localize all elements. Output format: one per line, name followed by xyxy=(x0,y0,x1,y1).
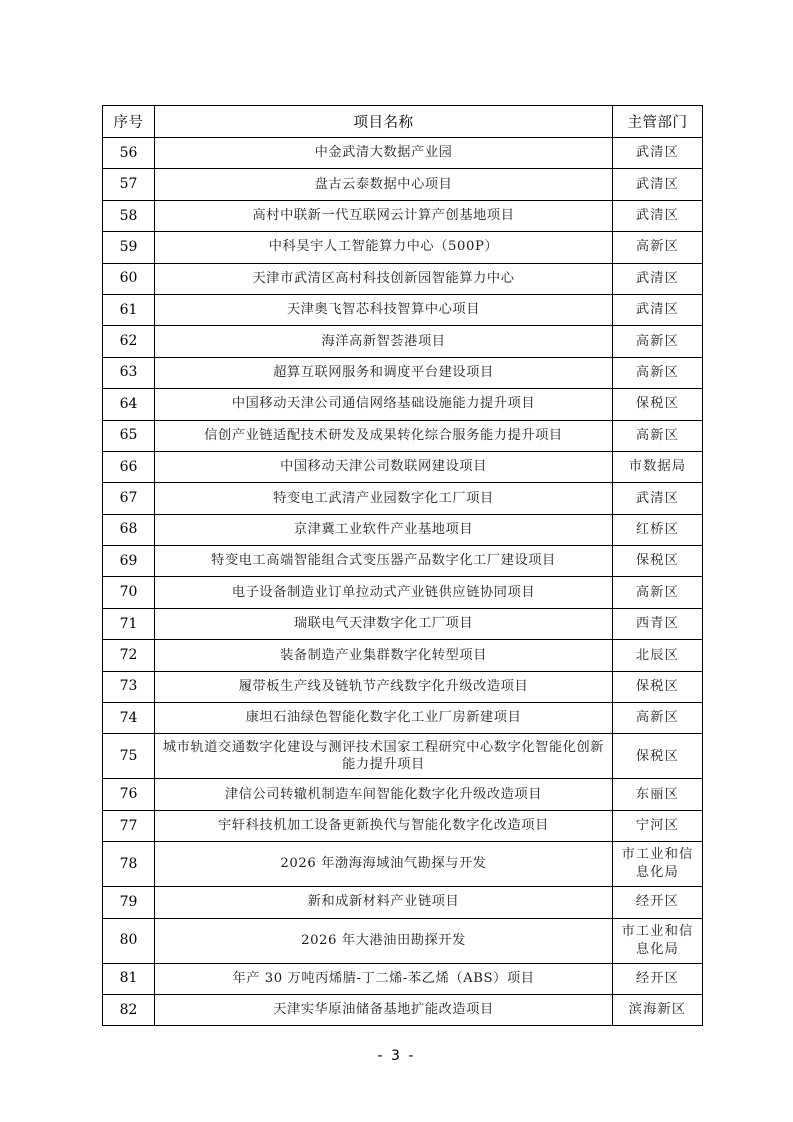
cell-project-name xyxy=(155,994,613,1025)
cell-sequence: 77 xyxy=(103,810,155,841)
project-table-container xyxy=(102,105,702,1026)
table-row xyxy=(103,169,703,200)
cell-project-name xyxy=(155,842,613,887)
table-row xyxy=(103,842,703,887)
cell-project-name xyxy=(155,357,613,388)
department-text: 滨海新区 xyxy=(628,1002,687,1018)
cell-sequence: 69 xyxy=(103,546,155,577)
cell-project-name xyxy=(155,263,613,294)
page-number: - 3 - xyxy=(377,1048,416,1064)
cell-sequence: 56 xyxy=(103,138,155,169)
table-row xyxy=(103,608,703,639)
cell-sequence: 79 xyxy=(103,887,155,918)
project-name-text: 超算互联网服务和调度平台建设项目 xyxy=(273,365,494,381)
cell-department xyxy=(613,357,703,388)
project-name-text: 履带板生产线及链轨节产线数字化升级改造项目 xyxy=(238,678,529,694)
cell-sequence: 73 xyxy=(103,671,155,702)
cell-project-name xyxy=(155,734,613,779)
cell-project-name xyxy=(155,671,613,702)
project-name-text: 宇轩科技机加工设备更新换代与智能化数字化改造项目 xyxy=(218,818,549,834)
department-text: 保税区 xyxy=(635,678,680,694)
cell-project-name xyxy=(155,483,613,514)
table-row xyxy=(103,994,703,1025)
table-row xyxy=(103,263,703,294)
cell-sequence: 57 xyxy=(103,169,155,200)
cell-department xyxy=(613,232,703,263)
department-text: 武清区 xyxy=(635,490,680,506)
project-name-text: 中国移动天津公司通信网络基础设施能力提升项目 xyxy=(231,396,536,412)
cell-department xyxy=(613,420,703,451)
project-name-text: 高村中联新一代互联网云计算产创基地项目 xyxy=(252,208,515,224)
cell-project-name xyxy=(155,963,613,994)
department-text: 红桥区 xyxy=(635,521,680,537)
cell-department xyxy=(613,608,703,639)
table-row xyxy=(103,326,703,357)
table-row xyxy=(103,779,703,810)
project-name-text: 特变电工高端智能组合式变压器产品数字化工厂建设项目 xyxy=(211,553,556,569)
department-text: 宁河区 xyxy=(635,818,680,834)
department-text: 经开区 xyxy=(635,970,680,986)
table-row xyxy=(103,200,703,231)
department-text: 武清区 xyxy=(635,145,680,161)
project-name-text: 特变电工武清产业园数字化工厂项目 xyxy=(273,490,494,506)
cell-sequence: 71 xyxy=(103,608,155,639)
project-name-text: 信创产业链适配技术研发及成果转化综合服务能力提升项目 xyxy=(204,427,563,443)
table-row xyxy=(103,734,703,779)
cell-sequence: 59 xyxy=(103,232,155,263)
cell-department xyxy=(613,451,703,482)
table-row xyxy=(103,703,703,734)
cell-project-name xyxy=(155,703,613,734)
department-text: 武清区 xyxy=(635,176,680,192)
project-name-text: 天津奥飞智芯科技智算中心项目 xyxy=(286,302,481,318)
project-name-text: 中金武清大数据产业园 xyxy=(314,145,453,161)
cell-sequence: 78 xyxy=(103,842,155,887)
department-text: 西青区 xyxy=(635,616,680,632)
cell-department xyxy=(613,389,703,420)
project-table xyxy=(102,105,703,1026)
cell-project-name xyxy=(155,232,613,263)
table-header xyxy=(103,106,703,138)
department-text: 市工业和信息化局 xyxy=(621,923,694,957)
cell-sequence: 67 xyxy=(103,483,155,514)
cell-department xyxy=(613,263,703,294)
project-name-text: 装备制造产业集群数字化转型项目 xyxy=(280,647,487,663)
cell-project-name xyxy=(155,138,613,169)
cell-project-name xyxy=(155,169,613,200)
department-text: 市工业和信息化局 xyxy=(621,847,694,881)
department-text: 武清区 xyxy=(635,270,680,286)
table-row xyxy=(103,138,703,169)
cell-sequence: 58 xyxy=(103,200,155,231)
column-header-project-name: 项目名称 xyxy=(155,106,613,138)
department-text: 武清区 xyxy=(635,208,680,224)
project-name-text: 津信公司转辙机制造车间智能化数字化升级改造项目 xyxy=(224,786,543,802)
cell-department xyxy=(613,963,703,994)
cell-project-name xyxy=(155,451,613,482)
cell-project-name xyxy=(155,887,613,918)
cell-department xyxy=(613,640,703,671)
column-header-sequence: 序号 xyxy=(103,106,155,138)
table-row xyxy=(103,918,703,963)
table-row xyxy=(103,887,703,918)
cell-project-name xyxy=(155,326,613,357)
cell-sequence: 63 xyxy=(103,357,155,388)
cell-department xyxy=(613,546,703,577)
cell-department xyxy=(613,483,703,514)
department-text: 高新区 xyxy=(635,239,680,255)
cell-sequence: 68 xyxy=(103,514,155,545)
cell-department xyxy=(613,918,703,963)
column-header-department: 主管部门 xyxy=(613,106,703,138)
project-name-text: 盘古云泰数据中心项目 xyxy=(314,176,453,192)
project-name-text: 海洋高新智荟港项目 xyxy=(321,333,446,349)
cell-department xyxy=(613,138,703,169)
cell-sequence: 72 xyxy=(103,640,155,671)
department-text: 经开区 xyxy=(635,894,680,910)
table-header-row xyxy=(103,106,703,138)
cell-project-name xyxy=(155,546,613,577)
cell-sequence: 80 xyxy=(103,918,155,963)
project-name-text: 2026 年大港油田勘探开发 xyxy=(301,932,466,948)
cell-sequence: 70 xyxy=(103,577,155,608)
department-text: 保税区 xyxy=(635,396,680,412)
cell-project-name xyxy=(155,200,613,231)
department-text: 高新区 xyxy=(635,427,680,443)
project-name-text: 天津实华原油储备基地扩能改造项目 xyxy=(273,1002,494,1018)
table-body xyxy=(103,138,703,1026)
cell-sequence: 60 xyxy=(103,263,155,294)
cell-project-name xyxy=(155,918,613,963)
cell-department xyxy=(613,703,703,734)
cell-sequence: 81 xyxy=(103,963,155,994)
project-name-text: 年产 30 万吨丙烯腈-丁二烯-苯乙烯（ABS）项目 xyxy=(232,970,535,986)
cell-department xyxy=(613,514,703,545)
cell-department xyxy=(613,326,703,357)
department-text: 北辰区 xyxy=(635,647,680,663)
cell-project-name xyxy=(155,389,613,420)
cell-sequence: 76 xyxy=(103,779,155,810)
cell-sequence: 61 xyxy=(103,294,155,325)
cell-sequence: 62 xyxy=(103,326,155,357)
department-text: 市数据局 xyxy=(628,459,687,475)
department-text: 高新区 xyxy=(635,584,680,600)
cell-project-name xyxy=(155,294,613,325)
cell-project-name xyxy=(155,779,613,810)
cell-department xyxy=(613,671,703,702)
table-row xyxy=(103,357,703,388)
department-text: 保税区 xyxy=(635,748,680,764)
cell-sequence: 75 xyxy=(103,734,155,779)
project-name-text: 中国移动天津公司数联网建设项目 xyxy=(280,459,487,475)
cell-project-name xyxy=(155,577,613,608)
cell-sequence: 65 xyxy=(103,420,155,451)
table-row xyxy=(103,420,703,451)
cell-sequence: 82 xyxy=(103,994,155,1025)
cell-department xyxy=(613,734,703,779)
project-name-text: 电子设备制造业订单拉动式产业链供应链协同项目 xyxy=(231,584,536,600)
table-row xyxy=(103,546,703,577)
cell-project-name xyxy=(155,810,613,841)
department-text: 高新区 xyxy=(635,365,680,381)
department-text: 保税区 xyxy=(635,553,680,569)
cell-department xyxy=(613,842,703,887)
table-row xyxy=(103,671,703,702)
cell-department xyxy=(613,779,703,810)
table-row xyxy=(103,514,703,545)
department-text: 高新区 xyxy=(635,710,680,726)
table-row xyxy=(103,640,703,671)
department-text: 高新区 xyxy=(635,333,680,349)
department-text: 东丽区 xyxy=(635,786,680,802)
cell-department xyxy=(613,810,703,841)
table-row xyxy=(103,577,703,608)
department-text: 武清区 xyxy=(635,302,680,318)
cell-project-name xyxy=(155,608,613,639)
table-row xyxy=(103,232,703,263)
project-name-text: 天津市武清区高村科技创新园智能算力中心 xyxy=(252,270,515,286)
cell-sequence: 66 xyxy=(103,451,155,482)
cell-sequence: 74 xyxy=(103,703,155,734)
cell-department xyxy=(613,200,703,231)
table-row xyxy=(103,294,703,325)
cell-department xyxy=(613,294,703,325)
cell-project-name xyxy=(155,514,613,545)
project-name-text: 瑞联电气天津数字化工厂项目 xyxy=(293,616,474,632)
cell-department xyxy=(613,887,703,918)
project-name-text: 城市轨道交通数字化建设与测评技术国家工程研究中心数字化智能化创新能力提升项目 xyxy=(162,739,605,773)
table-row xyxy=(103,963,703,994)
table-row xyxy=(103,389,703,420)
project-name-text: 京津冀工业软件产业基地项目 xyxy=(293,521,474,537)
project-name-text: 康坦石油绿色智能化数字化工业厂房新建项目 xyxy=(245,710,522,726)
project-name-text: 中科昊宇人工智能算力中心（500P） xyxy=(268,239,499,255)
table-row xyxy=(103,483,703,514)
table-row xyxy=(103,451,703,482)
cell-sequence: 64 xyxy=(103,389,155,420)
cell-department xyxy=(613,577,703,608)
cell-department xyxy=(613,994,703,1025)
table-row xyxy=(103,810,703,841)
cell-project-name xyxy=(155,420,613,451)
project-name-text: 新和成新材料产业链项目 xyxy=(307,894,460,910)
cell-project-name xyxy=(155,640,613,671)
cell-department xyxy=(613,169,703,200)
project-name-text: 2026 年渤海海域油气勘探与开发 xyxy=(280,856,487,872)
